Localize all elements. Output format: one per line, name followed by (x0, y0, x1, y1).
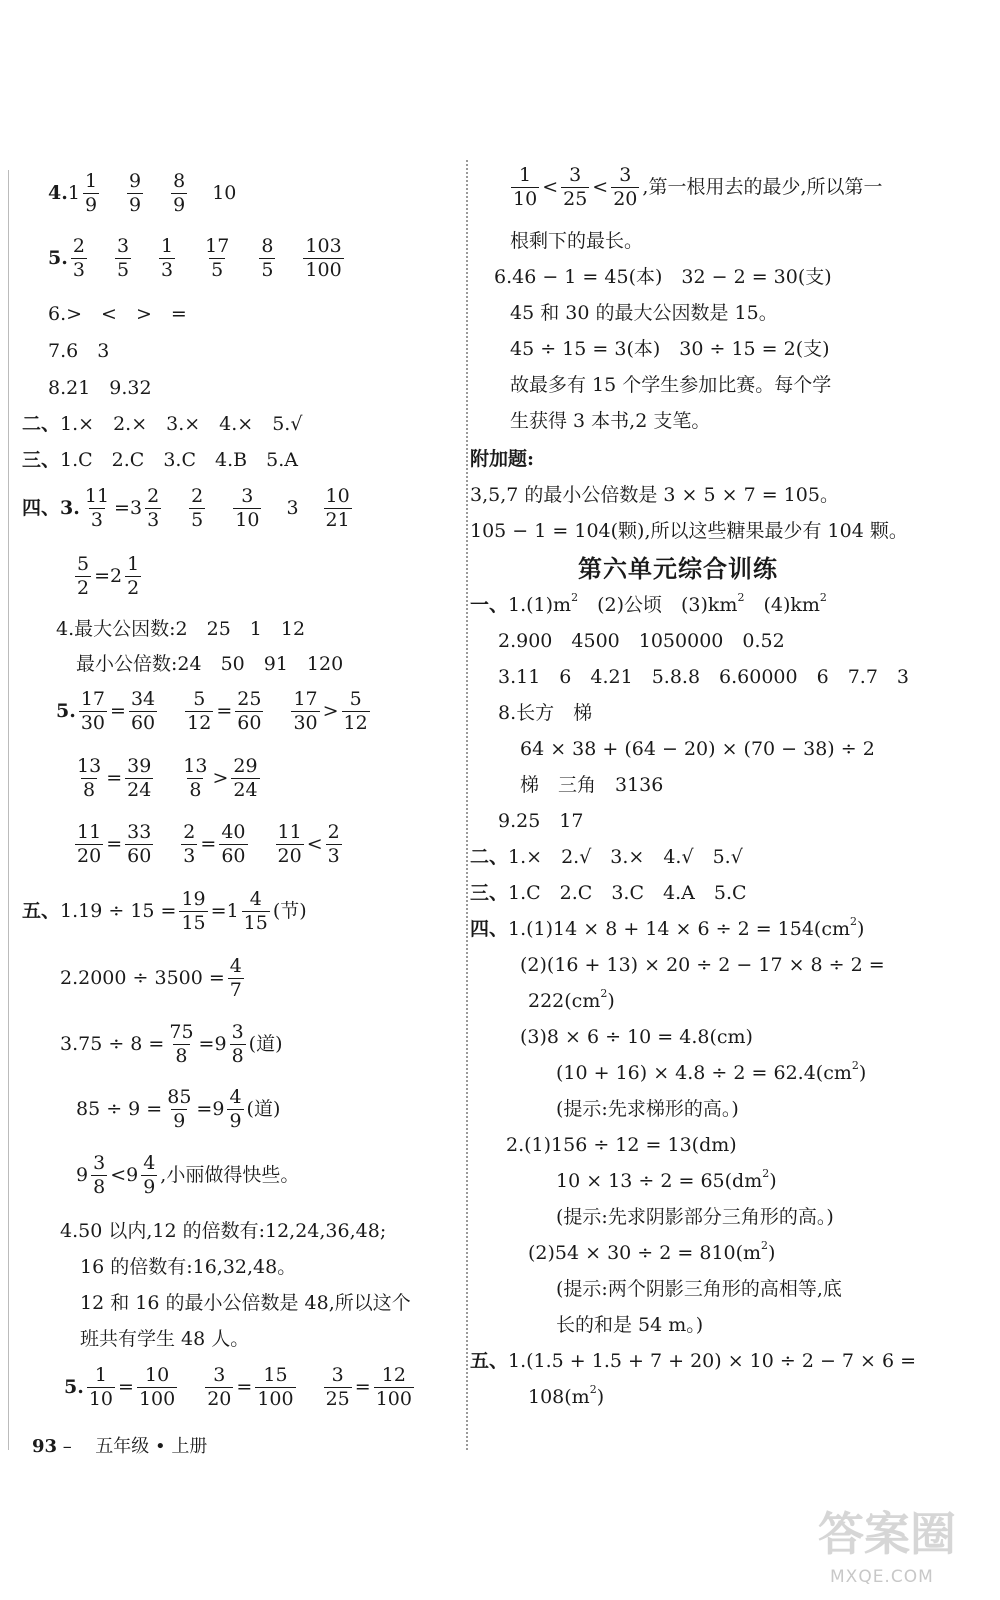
bonus-line-2: 105 − 1 = 104(颗),所以这些糖果最少有 104 颗。 (470, 520, 908, 542)
bonus-heading: 附加题: (470, 448, 535, 470)
unit-section-4-line-3: (3)8 × 6 ÷ 10 = 4.8(cm) (520, 1026, 753, 1048)
section-5-line-4b: 16 的倍数有:16,32,48。 (80, 1256, 297, 1278)
unit-section-1-line-8: 8.长方 梯 (498, 702, 593, 724)
section-4-line-3: 四、 3. $\frac{11}{3}$ =3 2 3 2 5 3 10 3 10 21 (22, 485, 350, 531)
unit-section-5-line-1b: 108(m 2 ) (528, 1383, 605, 1408)
watermark-site: MXQE.COM (830, 1567, 934, 1587)
unit-section-4-line-2b: 222(cm 2 ) (528, 987, 615, 1012)
compare-line-1: 5. $\frac{17}{30}$ = $\frac{34}{60}$ $\frac{5}{12}$ = $\frac{25}{60}$ 17 30 > 5 12 (56, 688, 368, 734)
section-5-line-3b: 85 ÷ 9 = $\frac{85}{9}$ =9 4 9 (道) (76, 1086, 281, 1132)
column-divider (466, 160, 468, 1450)
compare-line-3: $\frac{11}{20}$ = $\frac{33}{60}$ $\frac{2}{3}$ = $\frac{40}{60}$ 11 20 < 2 3 (77, 821, 340, 867)
unit-section-1-line-8b: 64 × 38 + (64 − 20) × (70 − 38) ÷ 2 (520, 738, 875, 760)
bonus-line-1: 3,5,7 的最小公倍数是 3 × 5 × 7 = 105。 (470, 484, 839, 506)
unit-section-1-line-3: 3.11 6 4.21 5.8.8 6.60000 6 7.7 3 (498, 666, 910, 688)
unit-section-1-line-9: 9.25 17 (498, 810, 584, 832)
watermark-logo: 答案圈 (818, 1507, 956, 1561)
right-line-6c: 45 ÷ 15 = 3(本) 30 ÷ 15 = 2(支) (510, 338, 830, 360)
unit-section-2-answers: 二、 1.× 2.√ 3.× 4.√ 5.√ (470, 846, 743, 868)
right-line-6a: 6.46 − 1 = 45(本) 32 − 2 = 30(支) (494, 266, 832, 288)
section-5-line-4a: 4.50 以内,12 的倍数有:12,24,36,48; (60, 1220, 387, 1242)
unit-section-4-line-3b: (10 + 16) × 4.8 ÷ 2 = 62.4(cm 2 ) (556, 1059, 867, 1084)
unit-section-1-line-8c: 梯 三角 3136 (520, 774, 664, 796)
section-4-line-3b: $\frac{5}{2}$ =2 1 2 (77, 553, 140, 599)
unit-section-4-hint-3b: 长的和是 54 m。) (556, 1314, 704, 1336)
section-5-line-4d: 班共有学生 48 人。 (80, 1328, 250, 1350)
unit-title: 第六单元综合训练 (578, 554, 778, 583)
section-5-line-3c: 9 3 8 <9 4 9 ,小丽做得快些。 (76, 1152, 300, 1198)
grade-label: 五年级 • 上册 (95, 1436, 208, 1457)
gcd-line: 4.最大公因数:2 25 1 12 (56, 618, 306, 640)
page-number: 93 (32, 1436, 58, 1457)
left-line-8: 8.21 9.32 (48, 377, 152, 399)
section-5-line-1: 五、 1.19 ÷ 15 = $\frac{19}{15}$ =1 4 15 (节) (22, 888, 307, 934)
unit-section-4-line-2: (2)(16 + 13) × 20 ÷ 2 − 17 × 8 ÷ 2 = (520, 954, 885, 976)
unit-section-4-hint-1: (提示:先求梯形的高。) (556, 1098, 739, 1120)
right-line-6d: 故最多有 15 个学生参加比赛。每个学 (510, 374, 832, 396)
right-line-6e: 生获得 3 本书,2 支笔。 (510, 410, 711, 432)
left-line-5: 5. 2 3 3 5 1 3 17 5 8 5 103 100 (48, 235, 342, 281)
section-5-line-5: 5. $\frac{1}{10}$ = $\frac{10}{100}$ $\frac{3}{20}$ = $\frac{15}{100}$ $\frac{3}{25}$ = $\frac{12}{100}$ (64, 1364, 412, 1410)
left-line-7: 7.6 3 (48, 340, 110, 362)
page-footer: 93 – 五年级 • 上册 (32, 1436, 208, 1457)
unit-section-4-item-2-2: (2)54 × 30 ÷ 2 = 810(m 2 ) (528, 1239, 776, 1264)
left-line-4: 4. 1 1 9 9 9 8 9 10 (48, 170, 237, 216)
unit-section-5-line-1: 五、 1.(1.5 + 1.5 + 7 + 20) × 10 ÷ 2 − 7 × 6 = (470, 1350, 917, 1372)
section-5-line-4c: 12 和 16 的最小公倍数是 48,所以这个 (80, 1292, 411, 1314)
right-line-1: 1 10 < 3 25 < 3 20 ,第一根用去的最少,所以第一 (513, 164, 883, 210)
unit-section-1-line-2: 2.900 4500 1050000 0.52 (498, 630, 785, 652)
section-5-line-2: 2.2000 ÷ 3500 = $\frac{4}{7}$ (60, 955, 242, 1001)
left-line-6: 6.> < > = (48, 303, 187, 325)
unit-section-4-line-1: 四、 1.(1)14 × 8 + 14 × 6 ÷ 2 = 154(cm 2 ) (470, 915, 865, 940)
right-line-6b: 45 和 30 的最大公因数是 15。 (510, 302, 778, 324)
unit-section-4-hint-3: (提示:两个阴影三角形的高相等,底 (556, 1278, 842, 1300)
unit-section-1-line-1: 一、 1.(1)m 2 (2)公顷 (3)km 2 (4)km 2 (470, 591, 827, 616)
left-edge-rule (8, 170, 9, 1450)
section-3-answers: 三、 1.C 2.C 3.C 4.B 5.A (22, 449, 298, 471)
unit-section-4-item-2b: 10 × 13 ÷ 2 = 65(dm 2 ) (556, 1167, 777, 1192)
unit-section-3-answers: 三、 1.C 2.C 3.C 4.A 5.C (470, 882, 747, 904)
section-2-answers: 二、 1.× 2.× 3.× 4.× 5.√ (22, 413, 303, 435)
compare-line-2: $\frac{13}{8}$ = $\frac{39}{24}$ 13 8 > 29 24 (77, 755, 258, 801)
right-line-1b: 根剩下的最长。 (510, 230, 644, 252)
unit-section-4-hint-2: (提示:先求阴影部分三角形的高。) (556, 1206, 834, 1228)
section-5-line-3: 3.75 ÷ 8 = $\frac{75}{8}$ =9 3 8 (道) (60, 1021, 283, 1067)
lcm-line: 最小公倍数:24 50 91 120 (76, 653, 344, 675)
unit-section-4-item-2: 2.(1)156 ÷ 12 = 13(dm) (506, 1134, 737, 1156)
